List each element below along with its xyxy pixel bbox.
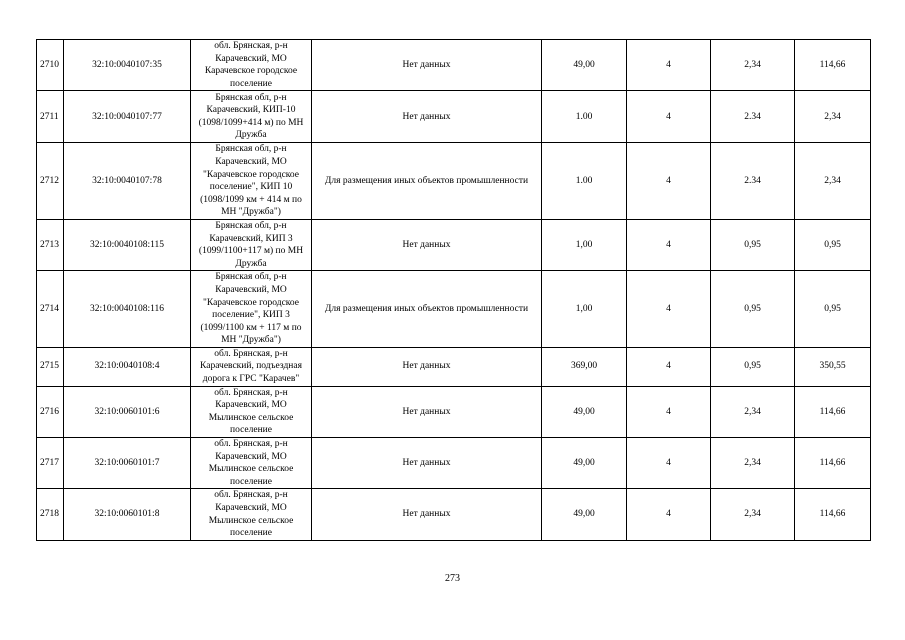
category-value: 4 — [627, 40, 711, 91]
address: Брянская обл, р-н Карачевский, МО "Карачевское городское поселение", КИП 3 (1099/1100 км + 117 м по МН "Дружба") — [191, 271, 312, 348]
area-value: 49,00 — [542, 489, 627, 540]
table-row — [37, 347, 871, 386]
total-value: 0,95 — [795, 271, 871, 348]
category-value: 4 — [627, 489, 711, 540]
total-value: 0,95 — [795, 219, 871, 270]
row-number: 2710 — [37, 40, 64, 91]
row-number: 2713 — [37, 219, 64, 270]
permitted-use: Нет данных — [312, 219, 542, 270]
address: обл. Брянская, р-н Карачевский, МО Мылинское сельское поселение — [191, 438, 312, 489]
area-value: 1.00 — [542, 91, 627, 143]
category-value: 4 — [627, 91, 711, 143]
cadastral-number: 32:10:0040108:115 — [64, 219, 191, 270]
table-row — [37, 40, 871, 91]
row-number: 2714 — [37, 271, 64, 348]
area-value: 369,00 — [542, 347, 627, 386]
rate-value: 0,95 — [711, 347, 795, 386]
permitted-use: Нет данных — [312, 91, 542, 143]
row-number: 2711 — [37, 91, 64, 143]
area-value: 49,00 — [542, 386, 627, 437]
row-number: 2717 — [37, 438, 64, 489]
total-value: 2,34 — [795, 91, 871, 143]
table-row — [37, 91, 871, 143]
land-plots-table — [36, 39, 871, 541]
total-value: 114,66 — [795, 438, 871, 489]
address: обл. Брянская, р-н Карачевский, подъездная дорога к ГРС "Карачев" — [191, 347, 312, 386]
category-value: 4 — [627, 219, 711, 270]
page-number: 273 — [445, 573, 460, 584]
area-value: 1,00 — [542, 219, 627, 270]
address: обл. Брянская, р-н Карачевский, МО Мылинское сельское поселение — [191, 386, 312, 437]
cadastral-number: 32:10:0040107:35 — [64, 40, 191, 91]
permitted-use: Нет данных — [312, 386, 542, 437]
cadastral-number: 32:10:0040108:116 — [64, 271, 191, 348]
area-value: 1.00 — [542, 143, 627, 220]
table-row — [37, 438, 871, 489]
address: Брянская обл, р-н Карачевский, МО "Карачевское городское поселение", КИП 10 (1098/1099 км + 414 м по МН "Дружба") — [191, 143, 312, 220]
permitted-use: Нет данных — [312, 489, 542, 540]
address: Брянская обл, р-н Карачевский, КИП 3 (1099/1100+117 м) по МН Дружба — [191, 219, 312, 270]
table-row — [37, 219, 871, 270]
category-value: 4 — [627, 438, 711, 489]
category-value: 4 — [627, 143, 711, 220]
permitted-use: Для размещения иных объектов промышленности — [312, 271, 542, 348]
permitted-use: Нет данных — [312, 438, 542, 489]
row-number: 2718 — [37, 489, 64, 540]
area-value: 49,00 — [542, 40, 627, 91]
address: обл. Брянская, р-н Карачевский, МО Мылинское сельское поселение — [191, 489, 312, 540]
table-row — [37, 143, 871, 220]
table-body — [37, 40, 871, 541]
category-value: 4 — [627, 271, 711, 348]
table-row — [37, 386, 871, 437]
cadastral-number: 32:10:0060101:6 — [64, 386, 191, 437]
cadastral-number: 32:10:0040107:77 — [64, 91, 191, 143]
total-value: 114,66 — [795, 40, 871, 91]
rate-value: 2,34 — [711, 438, 795, 489]
row-number: 2712 — [37, 143, 64, 220]
cadastral-number: 32:10:0060101:7 — [64, 438, 191, 489]
row-number: 2715 — [37, 347, 64, 386]
table-row — [37, 489, 871, 540]
address: Брянская обл, р-н Карачевский, КИП-10 (1098/1099+414 м) по МН Дружба — [191, 91, 312, 143]
total-value: 350,55 — [795, 347, 871, 386]
cadastral-number: 32:10:0040108:4 — [64, 347, 191, 386]
rate-value: 2,34 — [711, 386, 795, 437]
cadastral-number: 32:10:0060101:8 — [64, 489, 191, 540]
category-value: 4 — [627, 386, 711, 437]
rate-value: 0,95 — [711, 219, 795, 270]
total-value: 114,66 — [795, 386, 871, 437]
rate-value: 0,95 — [711, 271, 795, 348]
total-value: 2,34 — [795, 143, 871, 220]
rate-value: 2,34 — [711, 40, 795, 91]
rate-value: 2,34 — [711, 489, 795, 540]
area-value: 1,00 — [542, 271, 627, 348]
permitted-use: Нет данных — [312, 347, 542, 386]
address: обл. Брянская, р-н Карачевский, МО Карачевское городское поселение — [191, 40, 312, 91]
row-number: 2716 — [37, 386, 64, 437]
total-value: 114,66 — [795, 489, 871, 540]
rate-value: 2.34 — [711, 91, 795, 143]
category-value: 4 — [627, 347, 711, 386]
rate-value: 2.34 — [711, 143, 795, 220]
table-row — [37, 271, 871, 348]
permitted-use: Для размещения иных объектов промышленности — [312, 143, 542, 220]
permitted-use: Нет данных — [312, 40, 542, 91]
cadastral-number: 32:10:0040107:78 — [64, 143, 191, 220]
area-value: 49,00 — [542, 438, 627, 489]
